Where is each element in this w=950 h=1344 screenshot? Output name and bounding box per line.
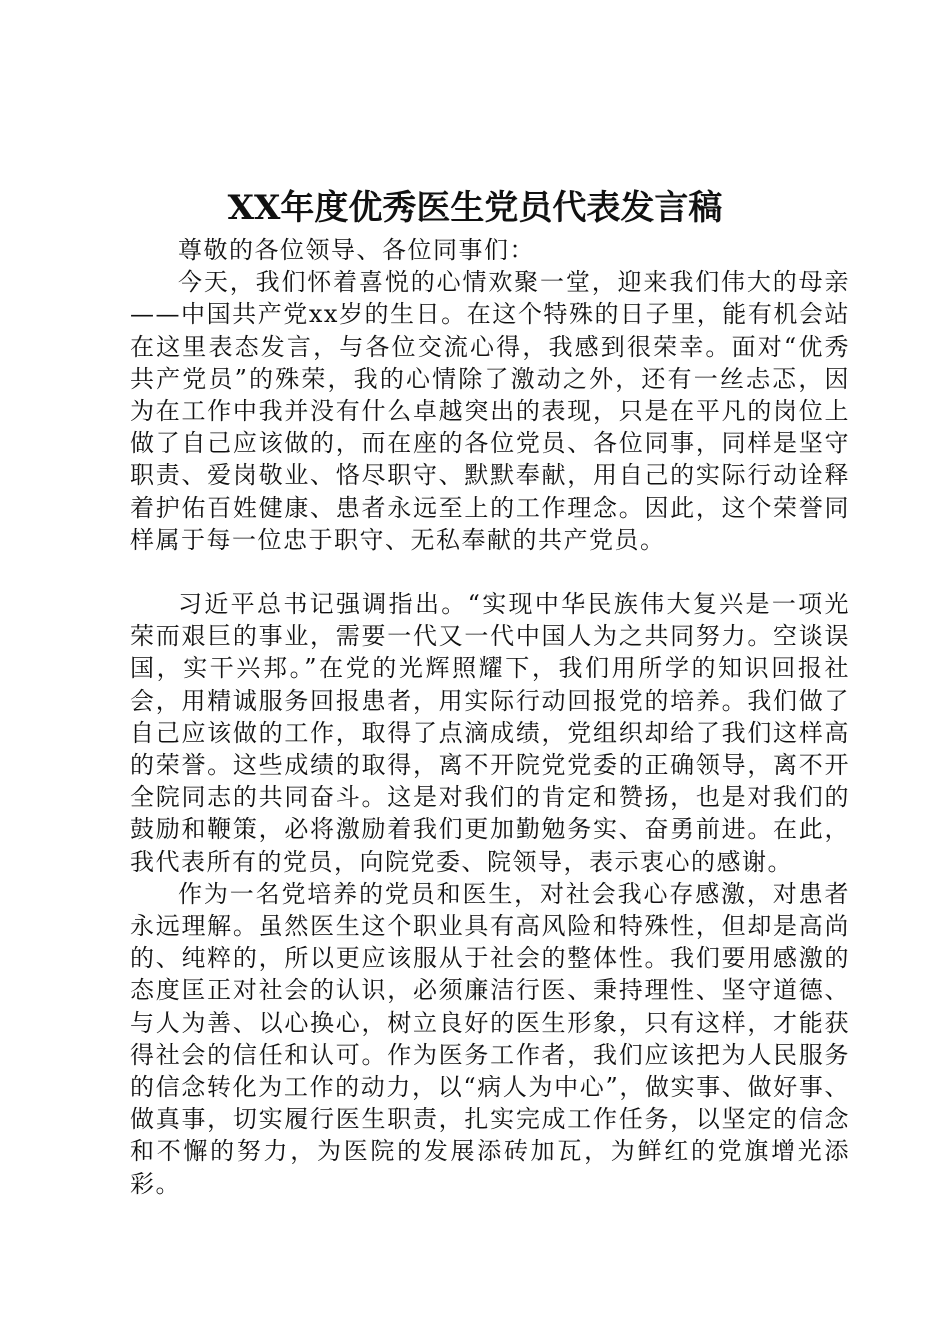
salutation: 尊敬的各位领导、各位同事们：	[178, 236, 535, 264]
document-title: XX年度优秀医生党员代表发言稿	[227, 188, 723, 228]
paragraph-2: 习近平总书记强调指出。“实现中华民族伟大复兴是一项光荣而艰巨的事业，需要一代又一代中国人为之共同努力。空谈误国，实干兴邦。”在党的光辉照耀下，我们用所学的知识回报社会，用精诚服务回报患者，用实际行动回报党的培养。我们做了自己应该做的工作，取得了点滴成绩，党组织却给了我们这样高的荣誉。这些成绩的取得，离不开院党党委的正确领导，离不开全院同志的共同奋斗。这是对我们的肯定和赞扬，也是对我们的鼓励和鞭策，必将激励着我们更加勤勉务实、奋勇前进。在此，我代表所有的党员，向院党委、院领导，表示衷心的感谢。	[130, 590, 850, 876]
document-body	[130, 234, 850, 1200]
paragraph-1: 今天，我们怀着喜悦的心情欢聚一堂，迎来我们伟大的母亲——中国共产党xx岁的生日。在这个特殊的日子里，能有机会站在这里表态发言，与各位交流心得，我感到很荣幸。面对“优秀共产党员”的殊荣，我的心情除了激动之外，还有一丝忐忑，因为在工作中我并没有什么卓越突出的表现，只是在平凡的岗位上做了自己应该做的，而在座的各位党员、各位同事，同样是坚守职责、爱岗敬业、恪尽职守、默默奉献，用自己的实际行动诠释着护佑百姓健康、患者永远至上的工作理念。因此，这个荣誉同样属于每一位忠于职守、无私奉献的共产党员。	[130, 268, 850, 554]
paragraph-3: 作为一名党培养的党员和医生，对社会我心存感激，对患者永远理解。虽然医生这个职业具有高风险和特殊性，但却是高尚的、纯粹的，所以更应该服从于社会的整体性。我们要用感激的态度匡正对社会的认识，必须廉洁行医、秉持理性、坚守道德、与人为善、以心换心，树立良好的医生形象，只有这样，才能获得社会的信任和认可。作为医务工作者，我们应该把为人民服务的信念转化为工作的动力，以“病人为中心”，做实事、做好事、做真事，切实履行医生职责，扎实完成工作任务，以坚定的信念和不懈的努力，为医院的发展添砖加瓦，为鲜红的党旗增光添彩。	[130, 879, 850, 1198]
